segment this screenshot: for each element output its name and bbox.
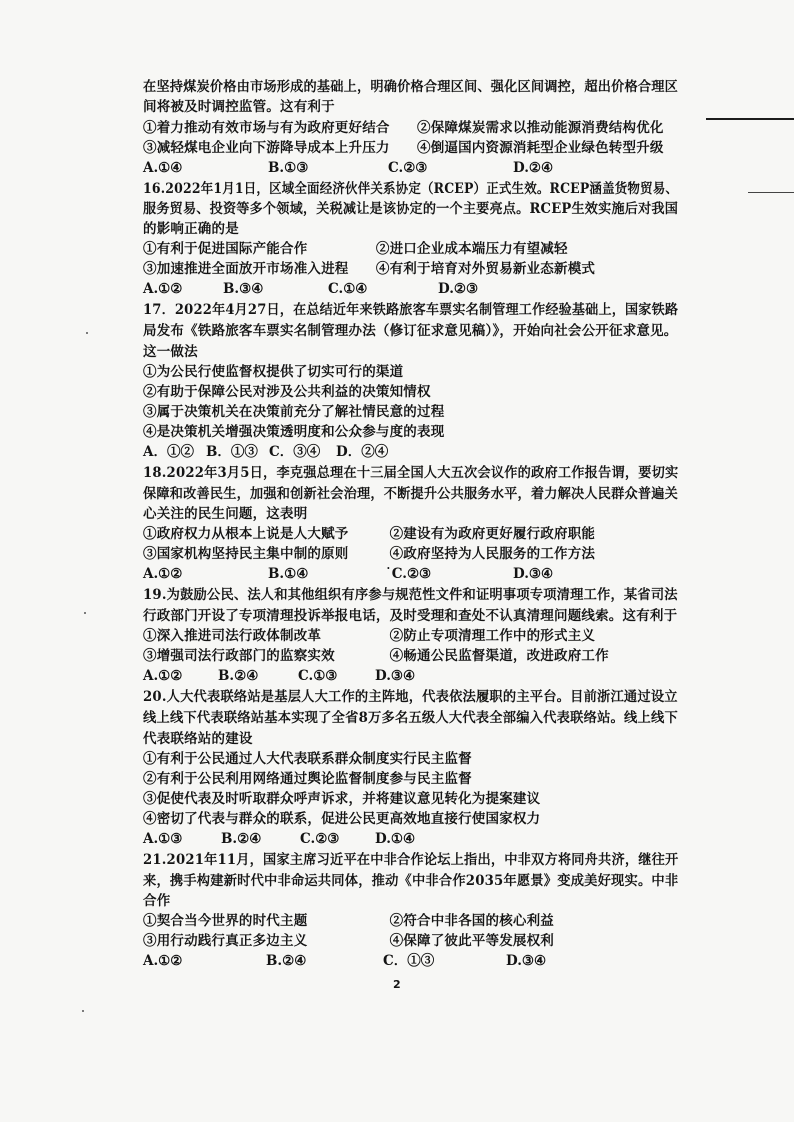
- option-d: D.③④: [513, 566, 554, 582]
- text-line: 这一做法: [143, 344, 198, 360]
- text-line: ③用行动践行真正多边主义 ④保障了彼此平等发展权利: [143, 933, 554, 949]
- text-line: ①有利于促进国际产能合作 ②进口企业成本端压力有望减轻: [143, 241, 568, 257]
- option-b: B.①③: [268, 160, 309, 176]
- text-line: ③加速推进全面放开市场准入进程 ④有利于培育对外贸易新业态新模式: [143, 261, 596, 277]
- text-line: 代表联络站的建设: [143, 731, 253, 747]
- option-b: B.②④: [221, 831, 262, 847]
- scan-speck: [84, 612, 86, 614]
- text-line: ②有助于保障公民对涉及公共利益的决策知情权: [143, 384, 431, 400]
- option-d: D.③④: [506, 953, 547, 969]
- option-a: A.①②: [143, 566, 183, 582]
- question-19: 19.为鼓励公民、法人和其他组织有序参与规范性文件和证明事项专项清理工作，某省司法: [143, 587, 678, 603]
- scan-speck: [86, 332, 88, 334]
- option-d: D.②③: [438, 281, 479, 297]
- text-line: ③增强司法行政部门的监察实效 ④畅通公民监督渠道，改进政府工作: [143, 648, 609, 664]
- option-b: B.②④: [266, 953, 307, 969]
- text-line: ③属于决策机关在决策前充分了解社情民意的过程: [143, 404, 445, 420]
- text-line: 局发布《铁路旅客车票实名制管理办法（修订征求意见稿）》，开始向社会公开征求意见。: [143, 323, 678, 339]
- text-line: 来，携手构建新时代中非命运共同体，推动《中非合作2035年愿景》变成美好现实。中非: [143, 873, 679, 889]
- margin-rule-short: [748, 192, 794, 193]
- text-line: ①着力推动有效市场与有为政府更好结合 ②保障煤炭需求以推动能源消费结构优化: [143, 120, 664, 136]
- option-b: B.②④: [218, 668, 259, 684]
- option-d: D．②④: [336, 444, 389, 460]
- option-a: A．①②: [143, 444, 194, 460]
- option-a: A.①②: [143, 953, 183, 969]
- option-a: A.①②: [143, 668, 183, 684]
- option-b: B.③④: [223, 281, 264, 297]
- text-line: 的影响正确的是: [143, 221, 239, 237]
- text-line: ③减轻煤电企业向下游降导成本上升压力 ④倒逼国内资源消耗型企业绿色转型升级: [143, 140, 664, 156]
- question-17: 17．2022年4月27日，在总结近年来铁路旅客车票实名制管理工作经验基础上，国家铁路: [143, 302, 679, 318]
- option-c: C．③④: [269, 444, 321, 460]
- option-c: C.②③: [300, 831, 340, 847]
- question-20: 20.人大代表联络站是基层人大工作的主阵地，代表依法履职的主平台。目前浙江通过设立: [143, 689, 678, 705]
- option-c: ˙C.②③: [385, 566, 432, 582]
- option-a: A.①②: [143, 281, 183, 297]
- scan-speck: [82, 1010, 84, 1012]
- text-line: ①为公民行使监督权提供了切实可行的渠道: [143, 364, 404, 380]
- text-line: 间将被及时调控监管。这有利于: [143, 99, 335, 115]
- option-b: B.①④: [268, 566, 309, 582]
- text-line: 在坚持煤炭价格由市场形成的基础上，明确价格合理区间、强化区间调控，超出价格合理区: [143, 79, 679, 95]
- text-line: ③国家机构坚持民主集中制的原则 ④政府坚持为人民服务的工作方法: [143, 546, 596, 562]
- option-a: A.①④: [143, 160, 183, 176]
- question-21: 21.2021年11月，国家主席习近平在中非合作论坛上指出，中非双方将同舟共济，继往开: [143, 852, 679, 868]
- page-number: 2: [393, 978, 401, 991]
- text-line: ①有利于公民通过人大代表联系群众制度实行民主监督: [143, 751, 472, 767]
- text-line: 保障和改善民生，加强和创新社会治理，不断提升公共服务水平，着力解决人民群众普遍关: [143, 486, 679, 502]
- option-a: A.①③: [143, 831, 183, 847]
- option-c: C．①③: [383, 953, 435, 969]
- text-line: ①深入推进司法行政体制改革 ②防止专项清理工作中的形式主义: [143, 628, 596, 644]
- option-c: C.①③: [298, 668, 338, 684]
- text-line: ③促使代表及时听取群众呼声诉求，并将建议意见转化为提案建议: [143, 791, 541, 807]
- text-line: 合作: [143, 893, 171, 909]
- text-line: ②有利于公民利用网络通过舆论监督制度参与民主监督: [143, 771, 472, 787]
- option-d: D.①④: [375, 831, 416, 847]
- text-line: ④是决策机关增强决策透明度和公众参与度的表现: [143, 424, 445, 440]
- question-18: 18.2022年3月5日，李克强总理在十三届全国人大五次会议作的政府工作报告谓，要切实: [143, 465, 679, 481]
- margin-rule: [706, 118, 794, 120]
- option-c: C.②③: [388, 160, 428, 176]
- text-line: ①政府权力从根本上说是人大赋予 ②建设有为政府更好履行政府职能: [143, 526, 596, 542]
- option-c: C.①④: [328, 281, 368, 297]
- option-d: D.③④: [375, 668, 416, 684]
- option-d: D.②④: [513, 160, 554, 176]
- text-line: 服务贸易、投资等多个领域，关税减让是该协定的一个主要亮点。RCEP生效实施后对我国: [143, 201, 679, 217]
- text-line: 线上线下代表联络站基本实现了全省8万多名五级人大代表全部编入代表联络站。线上线下: [143, 710, 678, 726]
- option-b: B．①③: [206, 444, 258, 460]
- text-line: ④密切了代表与群众的联系，促进公民更高效地直接行使国家权力: [143, 811, 541, 827]
- question-16: 16.2022年1月1日，区域全面经济伙伴关系协定（RCEP）正式生效。RCEP涵盖货物贸易、: [143, 181, 679, 197]
- text-line: 心关注的民生问题，这表明: [143, 506, 308, 522]
- text-line: ①契合当今世界的时代主题 ②符合中非各国的核心利益: [143, 913, 554, 929]
- text-line: 行政部门开设了专项清理投诉举报电话，及时受理和查处不认真清理问题线索。这有利于: [143, 608, 678, 624]
